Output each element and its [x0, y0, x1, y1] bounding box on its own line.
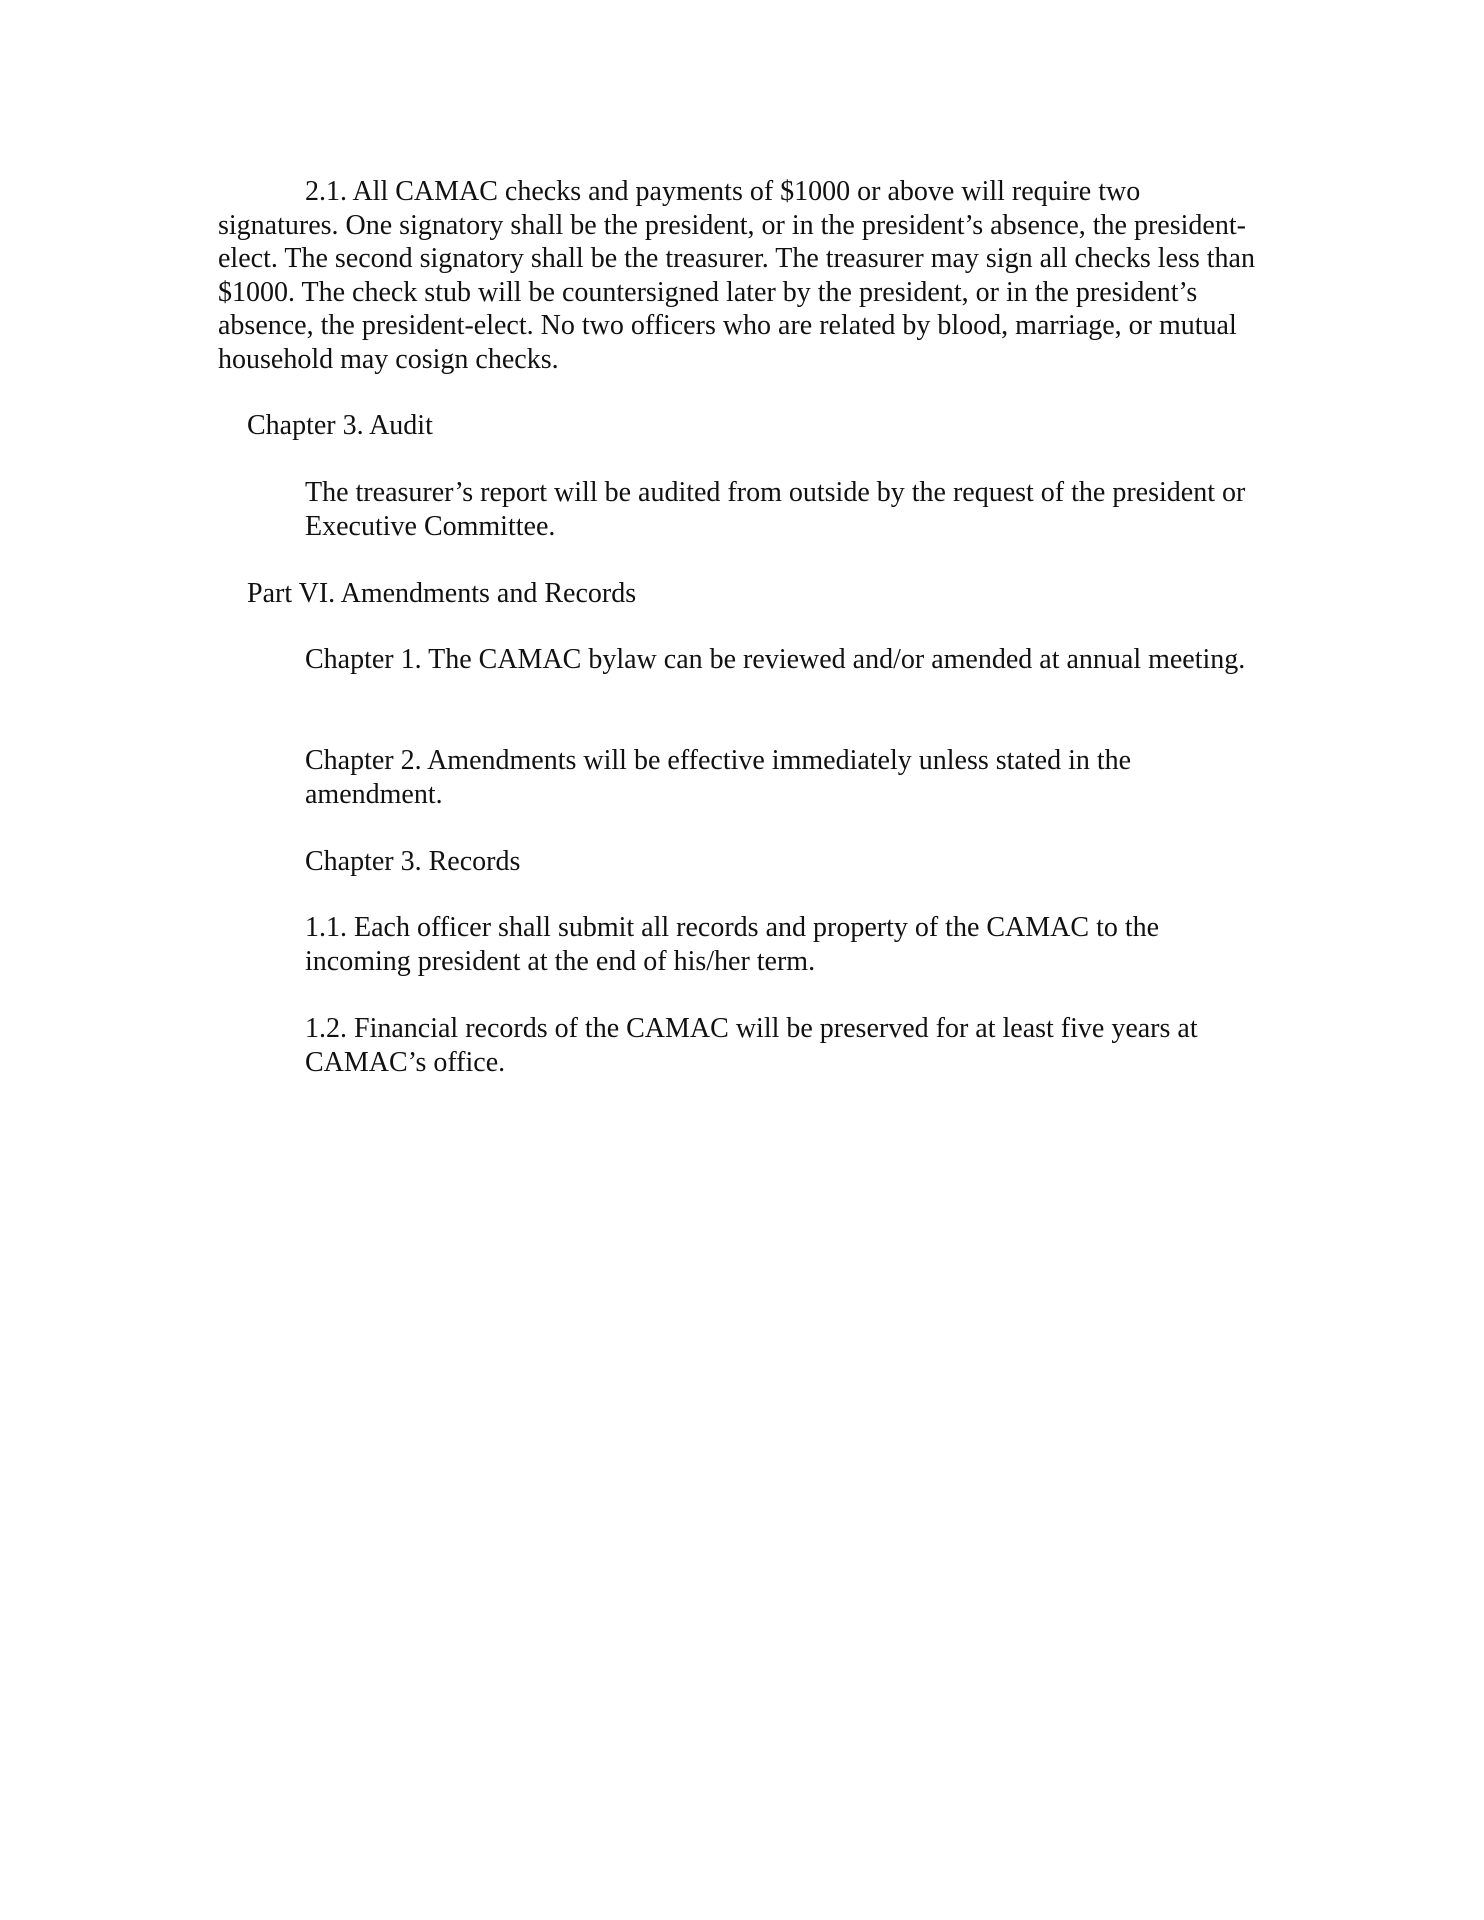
part-6-chapter-3-records-heading: Chapter 3. Records: [305, 846, 521, 877]
part-6-chapter-1-paragraph: Chapter 1. The CAMAC bylaw can be reviewed and/or amended at annual meeting.: [305, 644, 1246, 675]
audit-paragraph: The treasurer’s report will be audited from outside by the request of the president or Executive Committee.: [305, 477, 1246, 542]
records-paragraph-1-2: 1.2. Financial records of the CAMAC will be preserved for at least five years at CAMAC’s office.: [305, 1013, 1198, 1078]
records-paragraph-1-1: 1.1. Each officer shall submit all records and property of the CAMAC to the incoming president at the end of his/her term.: [305, 912, 1160, 977]
chapter-3-audit-heading: Chapter 3. Audit: [247, 410, 433, 441]
part-6-heading: Part VI. Amendments and Records: [247, 578, 637, 609]
part-6-chapter-2-paragraph: Chapter 2. Amendments will be effective immediately unless stated in the amendment.: [305, 745, 1132, 810]
paragraph-2-1-check-signatures: 2.1. All CAMAC checks and payments of $1000 or above will require two signatures. One signatory shall be the president, or in the president’s absence, the president-elect. The second signatory shall be the treasurer. The treasurer may sign all checks less than $1000. The check stub will be countersigned later by the president, or in the president’s absence, the president-elect. No two officers who are related by blood, marriage, or mutual household may cosign checks.: [218, 176, 1255, 375]
